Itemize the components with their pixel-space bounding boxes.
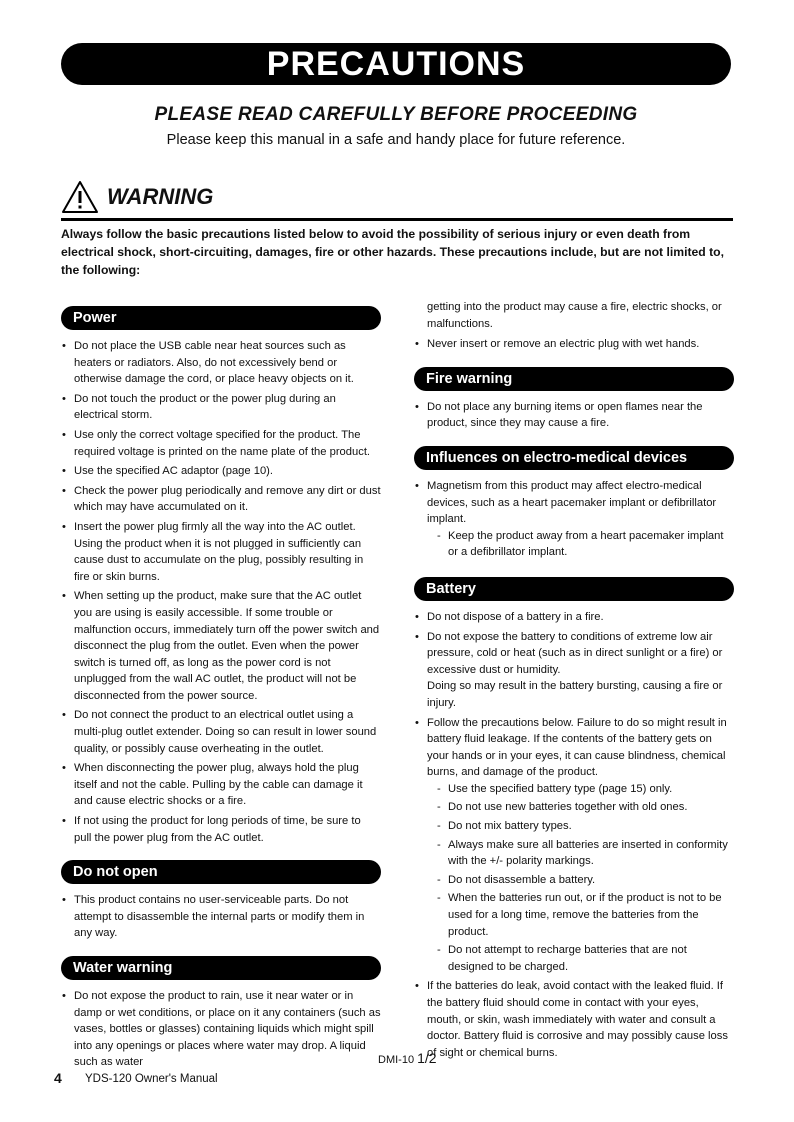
page-title-banner: PRECAUTIONS [61,43,731,85]
sub-list-item: - Do not mix battery types. [437,818,734,835]
electro-medical-list [414,478,734,561]
sub-list [427,781,734,976]
warning-heading [61,180,733,221]
sub-list-item: - Do not disassemble a battery. [437,872,734,889]
list-item: • When disconnecting the power plug, always hold the plug itself and not the cable. Pulling by the cable can damage it and cause electric shocks or a fire. [61,760,381,810]
list-item: • Insert the power plug firmly all the way into the AC outlet. Using the product when it is not plugged in sufficiently can cause dust to accumulate on the plug, possibly resulting in fire or skin burns. [61,519,381,585]
document-code [378,1050,437,1066]
right-column [414,299,734,1064]
warning-triangle-icon [61,180,99,214]
list-item: • If not using the product for long periods of time, be sure to pull the power plug from the AC outlet. [61,813,381,846]
list-item [414,629,734,712]
warning-title: WARNING [107,184,214,209]
list-item [414,715,734,976]
section-header-do-not-open: Do not open [61,860,381,884]
document-code-id: DMI-10 [378,1054,415,1066]
do-not-open-list [61,892,381,942]
sub-list-item: - Do not attempt to recharge batteries that are not designed to be charged. [437,942,734,975]
list-item: • This product contains no user-serviceable parts. Do not attempt to disassemble the internal parts or modify them in any way. [61,892,381,942]
list-item: • Check the power plug periodically and remove any dirt or dust which may have accumulated on it. [61,483,381,516]
sub-list-item: - Do not use new batteries together with old ones. [437,799,734,816]
manual-title: YDS-120 Owner's Manual [85,1073,218,1085]
list-item-text: Magnetism from this product may affect electro-medical devices, such as a heart pacemaker implant or defibrillator implant. [427,479,717,526]
list-item: • Do not place the USB cable near heat sources such as heaters or radiators. Also, do not excessively bend or otherwise damage the cord, or place heavy objects on it. [61,338,381,388]
section-header-power: Power [61,306,381,330]
list-item: • Do not dispose of a battery in a fire. [414,609,734,626]
list-item-text: Follow the precautions below. Failure to do so might result in battery fluid leakage. If the contents of the battery gets on your hands or in your eyes, it can cause blindness, chemical burns, and damage of the product. [427,716,727,779]
page-number: 4 [54,1070,62,1086]
list-item: • Do not place any burning items or open flames near the product, since they may cause a fire. [414,399,734,432]
battery-list [414,609,734,1061]
list-item: • Never insert or remove an electric plug with wet hands. [414,336,734,353]
section-header-water-warning: Water warning [61,956,381,980]
list-item: • Do not expose the product to rain, use it near water or in damp or wet conditions, or place on it any containers (such as vases, bottles or glasses) containing liquids which might spill into any openings or places where water may drop. A liquid such as water [61,988,381,1071]
warning-intro: Always follow the basic precautions listed below to avoid the possibility of serious injury or even death from electrical shock, short-circuiting, damages, fire or other hazards. These precautions include, but are not limited to, the following: [61,227,725,277]
section-header-battery: Battery [414,577,734,601]
list-item: • Do not connect the product to an electrical outlet using a multi-plug outlet extender. Doing so can result in lower sound quality, or possibly cause overheating in the outlet. [61,707,381,757]
water-warning-list [61,988,381,1071]
sub-list [427,528,734,561]
section-header-fire-warning: Fire warning [414,367,734,391]
section-header-electro-medical: Influences on electro-medical devices [414,446,734,470]
list-item: • Use only the correct voltage specified for the product. The required voltage is printed on the name plate of the product. [61,427,381,460]
power-list [61,338,381,846]
list-item: • Do not touch the product or the power plug during an electrical storm. [61,391,381,424]
list-item: • Use the specified AC adaptor (page 10). [61,463,381,480]
water-warning-list-2 [414,336,734,353]
sub-list-item: - Keep the product away from a heart pacemaker implant or a defibrillator implant. [437,528,734,561]
document-code-page: 1/2 [417,1050,437,1066]
fire-warning-list [414,399,734,432]
list-item-text: Do not expose the battery to conditions of extreme low air pressure, cold or heat (such as in direct sunlight or a fire) or excessive dust or humidity. [427,630,723,676]
list-item: • If the batteries do leak, avoid contact with the leaked fluid. If the battery fluid should come in contact with your eyes, mouth, or skin, wash immediately with water and consult a doctor. Battery fluid is corrosive and may possibly cause loss of sight or chemical burns. [414,978,734,1061]
sub-list-item: - When the batteries run out, or if the product is not to be used for a long time, remove the batteries from the product. [437,890,734,940]
keep-manual-note: Please keep this manual in a safe and handy place for future reference. [166,132,626,148]
list-item [414,478,734,561]
list-item: • When setting up the product, make sure that the AC outlet you are using is easily accessible. If some trouble or malfunction occurs, immediately turn off the power switch and disconnect the plug from the outlet. Even when the power switch is turned off, as long as the power cord is not unplugged from the wall AC outlet, the product will not be disconnected from the power source. [61,588,381,704]
subtitle: PLEASE READ CAREFULLY BEFORE PROCEEDING [154,104,638,125]
sub-list-item: - Always make sure all batteries are inserted in conformity with the +/- polarity markings. [437,837,734,870]
water-warning-continued: getting into the product may cause a fire, electric shocks, or malfunctions. [427,301,722,330]
list-item-text: Doing so may result in the battery bursting, causing a fire or injury. [427,680,723,709]
left-column [61,298,381,1074]
sub-list-item: - Use the specified battery type (page 15) only. [437,781,734,798]
